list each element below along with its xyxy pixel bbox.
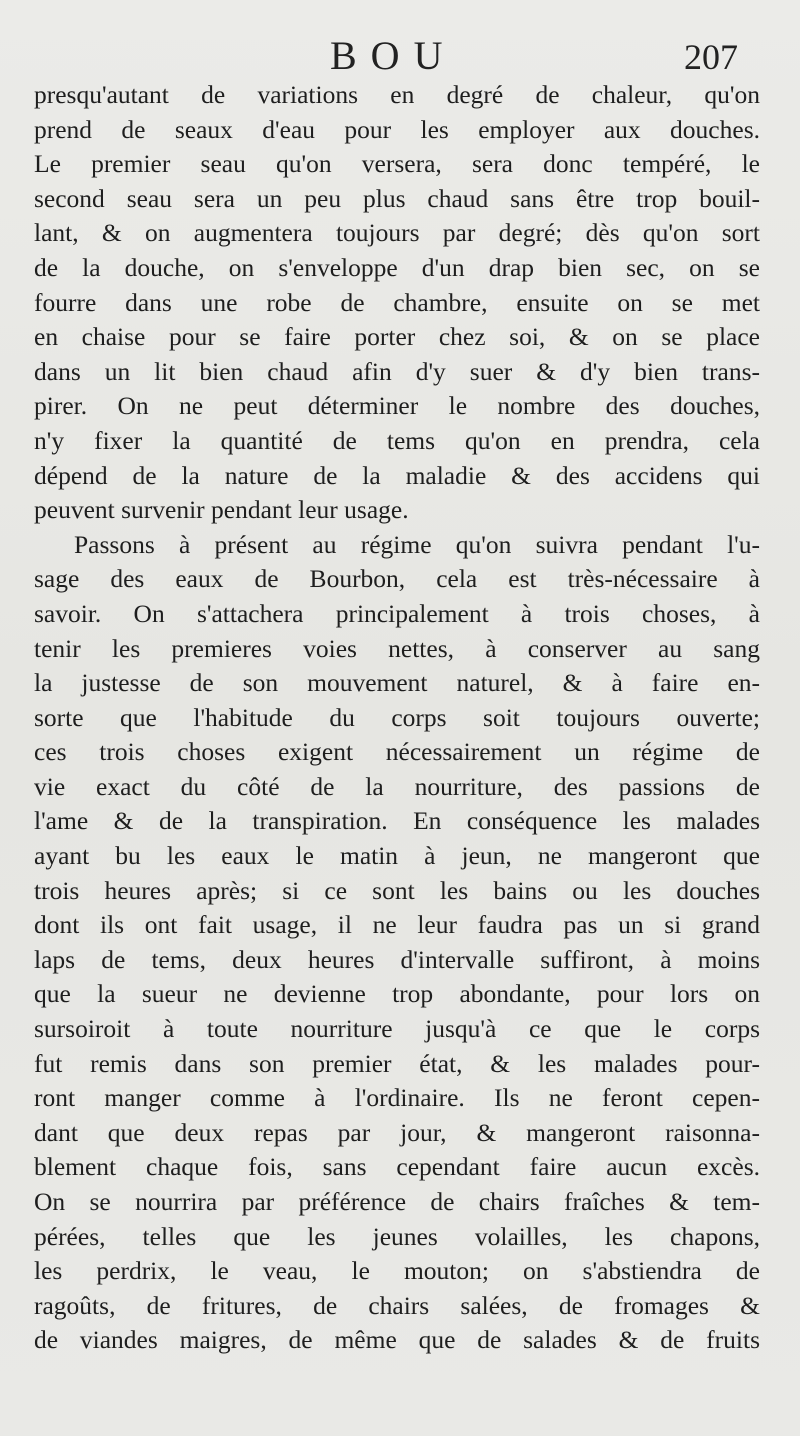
paragraph-last-line: peuvent survenir pendant leur usage. — [34, 495, 409, 525]
text-line: second seau sera un peu plus chaud sans être trop bouil- — [34, 183, 760, 213]
text-line: sage des eaux de Bourbon, cela est très-nécessaire à — [34, 564, 760, 594]
text-line: On se nourrira par préférence de chairs fraîches & tem- — [34, 1187, 760, 1216]
text-line: laps de tems, deux heures d'intervalle suffiront, à moins — [34, 944, 760, 974]
text-line: la justesse de son mouvement naturel, & à faire en- — [34, 668, 760, 698]
text-line: fut remis dans son premier état, & les malades pour- — [34, 1048, 760, 1078]
text-line: lant, & on augmentera toujours par degré; dès qu'on sort — [34, 218, 760, 248]
text-line: ront manger comme à l'ordinaire. Ils ne feront cepen- — [34, 1083, 760, 1113]
running-head — [0, 28, 800, 78]
text-line: dans un lit bien chaud afin d'y suer & d'y bien trans- — [34, 356, 760, 386]
text-line: en chaise pour se faire porter chez soi, & on se place — [34, 322, 760, 352]
text-line: pirer. On ne peut déterminer le nombre des douches, — [34, 391, 760, 421]
running-head-title: BOU — [330, 33, 457, 78]
text-line: prend de seaux d'eau pour les employer aux douches. — [34, 114, 760, 144]
text-line: Le premier seau qu'on versera, sera donc tempéré, le — [34, 149, 760, 179]
body-text — [34, 78, 760, 1358]
paragraph-first-line: Passons à présent au régime qu'on suivra pendant l'u- — [74, 529, 760, 559]
text-line: ces trois choses exigent nécessairement un régime de — [34, 737, 760, 767]
text-line: dépend de la nature de la maladie & des accidens qui — [34, 460, 760, 490]
text-line: trois heures après; si ce sont les bains ou les douches — [34, 875, 760, 905]
text-line: l'ame & de la transpiration. En conséquence les malades — [34, 806, 760, 836]
text-line: les perdrix, le veau, le mouton; on s'abstiendra de — [34, 1256, 760, 1286]
text-line: tenir les premieres voies nettes, à conserver au sang — [34, 633, 760, 663]
text-line: sursoiroit à toute nourriture jusqu'à ce que le corps — [34, 1014, 760, 1044]
text-line: que la sueur ne devienne trop abondante, pour lors on — [34, 979, 760, 1009]
text-line: de la douche, on s'enveloppe d'un drap bien sec, on se — [34, 252, 760, 282]
text-line: dant que deux repas par jour, & mangeront raisonna- — [34, 1117, 760, 1147]
text-line: ragoûts, de fritures, de chairs salées, de fromages & — [34, 1290, 760, 1320]
text-line: pérées, telles que les jeunes volailles, les chapons, — [34, 1221, 760, 1251]
page-number: 207 — [684, 37, 738, 77]
text-line: presqu'autant de variations en degré de chaleur, qu'on — [34, 80, 760, 109]
text-line: n'y fixer la quantité de tems qu'on en prendra, cela — [34, 425, 760, 455]
text-line: fourre dans une robe de chambre, ensuite on se met — [34, 287, 760, 317]
text-line: blement chaque fois, sans cependant faire aucun excès. — [34, 1152, 760, 1182]
text-line: ayant bu les eaux le matin à jeun, ne mangeront que — [34, 841, 760, 871]
text-line: vie exact du côté de la nourriture, des passions de — [34, 771, 760, 801]
text-line: sorte que l'habitude du corps soit toujours ouverte; — [34, 702, 760, 732]
text-line: savoir. On s'attachera principalement à trois choses, à — [34, 598, 760, 628]
text-line: de viandes maigres, de même que de salades & de fruits — [34, 1325, 760, 1355]
text-line: dont ils ont fait usage, il ne leur faudra pas un si grand — [34, 910, 760, 940]
